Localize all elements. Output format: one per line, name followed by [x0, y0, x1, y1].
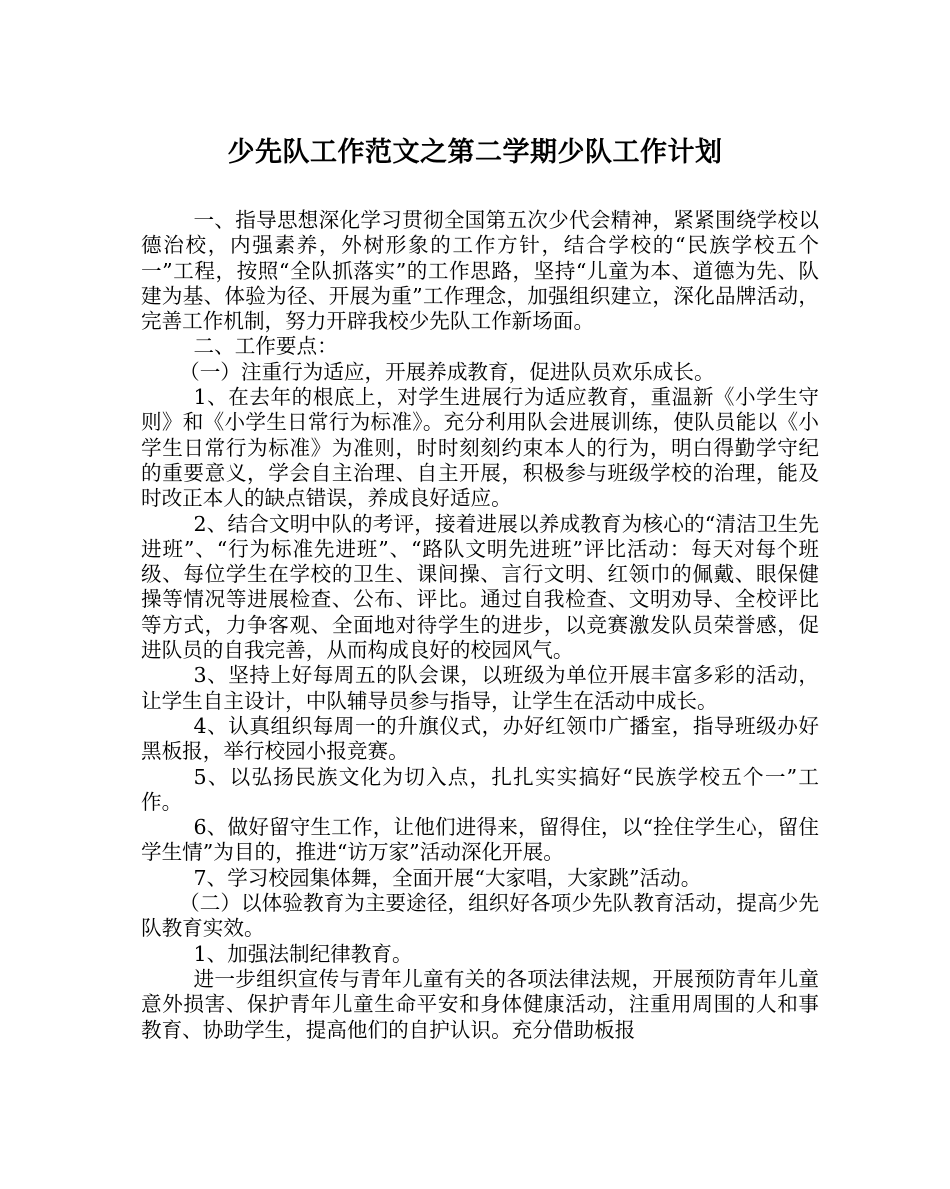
paragraph-item-6: 6、做好留守生工作，让他们进得来，留得住，以“拴住学生心，留住学生情”为目的，推进“访万家”活动深化开展。: [141, 815, 819, 865]
paragraph-subsection-one-heading: （一）注重行为适应，开展养成教育，促进队员欢乐成长。: [179, 359, 715, 384]
paragraph-section-two-heading: 二、工作要点：: [193, 334, 338, 359]
paragraph-item-7: 7、学习校园集体舞，全面开展“大家唱，大家跳”活动。: [193, 865, 702, 890]
paragraph-law-education-body: 进一步组织宣传与青年儿童有关的各项法律法规，开展预防青年儿童意外损害、保护青年儿童生命平安和身体健康活动，注重用周围的人和事教育、协助学生，提高他们的自护认识。充分借助板报: [141, 966, 819, 1042]
paragraph-item-1: 1、在去年的根底上，对学生进展行为适应教育，重温新《小学生守则》和《小学生日常行为标准》。充分利用队会进展训练，使队员能以《小学生日常行为标准》为准则，时时刻刻约束本人的行为，明白得勤学守纪的重要意义，学会自主治理、自主开展，积极参与班级学校的治理，能及时改正本人的缺点错误，养成良好适应。: [141, 385, 819, 511]
document-body: [141, 208, 819, 1043]
paragraph-item-2: 2、结合文明中队的考评，接着进展以养成教育为核心的“清洁卫生先进班”、“行为标准先进班”、“路队文明先进班”评比活动：每天对每个班级、每位学生在学校的卫生、课间操、言行文明、红领巾的佩戴、眼保健操等情况等进展检查、公布、评比。通过自我检查、文明劝导、全校评比等方式，力争客观、全面地对待学生的进步，以竞赛激发队员荣誉感，促进队员的自我完善，从而构成良好的校园风气。: [141, 511, 819, 663]
paragraph-item-3: 3、坚持上好每周五的队会课，以班级为单位开展丰富多彩的活动，让学生自主设计，中队辅导员参与指导，让学生在活动中成长。: [141, 663, 819, 713]
paragraph-law-education-heading: 1、加强法制纪律教育。: [193, 941, 413, 966]
paragraph-item-5: 5、以弘扬民族文化为切入点，扎扎实实搞好“民族学校五个一”工作。: [141, 764, 819, 814]
document-title: 少先队工作范文之第二学期少队工作计划: [227, 137, 723, 168]
paragraph-subsection-two-heading: （二）以体验教育为主要途径，组织好各项少先队教育活动，提高少先队教育实效。: [141, 891, 819, 941]
paragraph-item-4: 4、认真组织每周一的升旗仪式，办好红领巾广播室，指导班级办好黑板报，举行校园小报竞赛。: [141, 713, 819, 764]
paragraph-guiding-ideology: 一、指导思想深化学习贯彻全国第五次少代会精神，紧紧围绕学校以德治校，内强素养，外树形象的工作方针，结合学校的“民族学校五个一”工程，按照“全队抓落实”的工作思路，坚持“儿童为本、道德为先、队建为基、体验为径、开展为重”工作理念，加强组织建立，深化品牌活动，完善工作机制，努力开辟我校少先队工作新场面。: [141, 208, 819, 334]
